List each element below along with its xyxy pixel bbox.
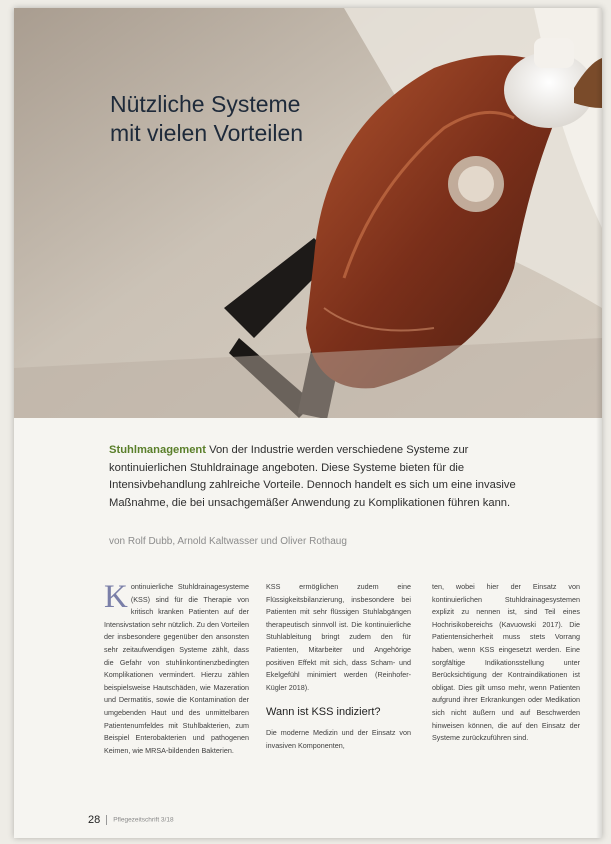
page-number: 28 bbox=[88, 814, 101, 826]
hero-photo bbox=[14, 8, 602, 418]
section-subhead: Wann ist KSS indiziert? bbox=[266, 706, 381, 719]
intro-kicker: Stuhlmanagement bbox=[109, 444, 206, 456]
body-column-1 bbox=[104, 581, 249, 757]
intro-text: Von der Industrie werden verschiedene Systeme zur kontinuierlichen Stuhldrainage angeboten. Diese Systeme bieten für die Intensivbehandlung zahlreiche Vorteile. Dennoch handelt es sich um eine invasive Maßnahme, die bei unsachgemäßer Anwendung zu Komplikationen führen kann. bbox=[109, 444, 516, 509]
publication-name: Pflegezeitschrift 3/18 bbox=[113, 816, 174, 824]
article-authors: von Rolf Dubb, Arnold Kaltwasser und Oliver Rothaug bbox=[109, 536, 347, 547]
body-column-3 bbox=[432, 581, 580, 745]
column-2-text-continued: Die moderne Medizin und der Einsatz von invasiven Komponenten, bbox=[266, 728, 411, 750]
column-1-text: ontinuierliche Stuhldrainagesysteme (KSS) sind für die Therapie von kritisch kranken Patienten auf der Intensivstation sehr nützlich. Zu den Vorteilen der insbesondere gegenüber den ansonsten sehr zeitaufwendigen Systeme zählt, dass die Gefahr von stuhlinkontinenzbedingten Komplikationen vermindert. Hierzu zählen beispielsweise Hautschäden, wie Mazeration und Dermatitis, sowie die Kontamination der umgebenden Haut und des unmittelbaren Patientenumfeldes mit Stuhlbakterien, zum Beispiel Enterobakterien und pathogenen Keimen, wie MRSA-bildenden Bakterien. bbox=[104, 582, 249, 755]
magazine-page bbox=[14, 8, 602, 838]
dropcap: K bbox=[104, 579, 128, 615]
column-2-text: KSS ermöglichen zudem eine Flüssigkeitsbilanzierung, insbesondere bei Patienten mit sehr flüssigen Stuhlabgängen therapeutisch sinnvoll ist. Die kontinuierliche Stuhlableitung bringt zudem den für Patienten, Mitarbeiter und Angehörige positiven Effekt mit sich, dass Scham- und Ekelgefühl minimiert werden (Reinhofer-Kügler 2018). bbox=[266, 582, 411, 692]
page-footer bbox=[88, 814, 174, 826]
stool-drainage-bag-illustration bbox=[14, 8, 602, 418]
footer-divider bbox=[106, 815, 107, 825]
page-fold-shadow bbox=[596, 8, 602, 838]
article-headline: Nützliche Systeme mit vielen Vorteilen bbox=[110, 91, 304, 146]
column-3-text: ten, wobei hier der Einsatz von kontinuierlichen Stuhldrainagesystemen explizit zu nennen ist, sind Teil eines Hochrisikobereichs (Kavuowski 2017). Die Patientensicherheit muss stets Vorrang haben, wenn KSS eingesetzt werden. Eine sorgfältige Indikationsstellung unter Berücksichtigung der Kontraindikationen ist obligat. Dies gilt umso mehr, wenn Patienten aufgrund ihrer Erkrankungen oder Medikation sich nicht äußern und auf Beschwerden hinweisen können, die auf den Einsatz der Systeme zurückzuführen sind. bbox=[432, 582, 580, 743]
article-intro bbox=[109, 442, 521, 512]
body-column-2 bbox=[266, 581, 411, 753]
